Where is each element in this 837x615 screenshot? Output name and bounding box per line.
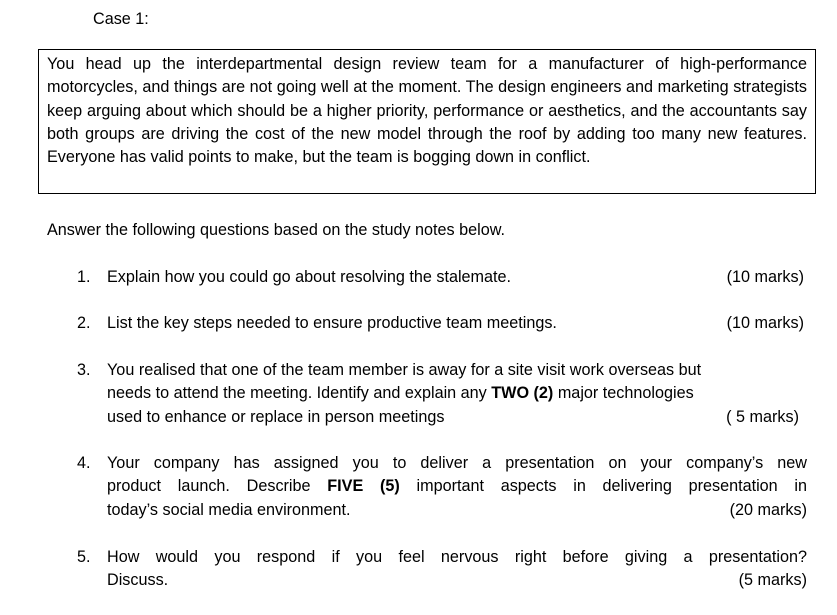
question-number: 4. — [77, 454, 91, 472]
question-marks: (10 marks) — [726, 268, 804, 286]
question-number: 1. — [77, 268, 91, 286]
question-number: 5. — [77, 548, 91, 566]
question-text-line: You realised that one of the team member is away for a site visit work overseas but — [107, 361, 702, 379]
question-marks: (5 marks) — [738, 571, 807, 590]
question-text-line: Discuss. — [107, 571, 169, 590]
question-number: 3. — [77, 361, 91, 379]
case-title: Case 1: — [93, 10, 149, 28]
question-marks: (20 marks) — [729, 500, 807, 519]
question-number: 2. — [77, 314, 91, 332]
question-text-line: Your company has assigned you to deliver a presentation on your company’s new — [107, 454, 807, 472]
question-3 — [77, 359, 807, 431]
question-marks: (10 marks) — [726, 314, 804, 332]
question-text-line: How would you respond if you feel nervous right before giving a presentation? — [107, 548, 807, 566]
question-text-line: product launch. Describe FIVE (5) important aspects in delivering presentation in — [107, 477, 807, 496]
question-text-line: today’s social media environment. — [107, 500, 351, 519]
question-5 — [77, 546, 807, 594]
question-text-line: needs to attend the meeting. Identify and explain any TWO (2) major technologies — [107, 384, 694, 403]
question-text: List the key steps needed to ensure productive team meetings. — [107, 314, 557, 332]
emphasis-count: FIVE (5) — [327, 477, 400, 496]
case-scenario-text: You head up the interdepartmental design review team for a manufacturer of high-performance motorcycles, and things are not going well at the moment. The design engineers and marketing strategists keep arguing about which should be a higher priority, performance or aesthetics, and the accountants say both groups are driving the cost of the new model through the roof by adding too many new features. Everyone has valid points to make, but the team is bogging down in conflict. — [47, 55, 807, 167]
question-text-line: used to enhance or replace in person meetings — [107, 407, 445, 426]
emphasis-count: TWO (2) — [491, 384, 554, 403]
question-marks: ( 5 marks) — [726, 407, 799, 426]
question-2 — [77, 312, 807, 336]
case-scenario-box — [38, 49, 816, 194]
question-text: Explain how you could go about resolving the stalemate. — [107, 268, 512, 286]
question-1 — [77, 266, 807, 290]
question-4 — [77, 452, 807, 524]
instruction-text: Answer the following questions based on the study notes below. — [47, 221, 506, 239]
